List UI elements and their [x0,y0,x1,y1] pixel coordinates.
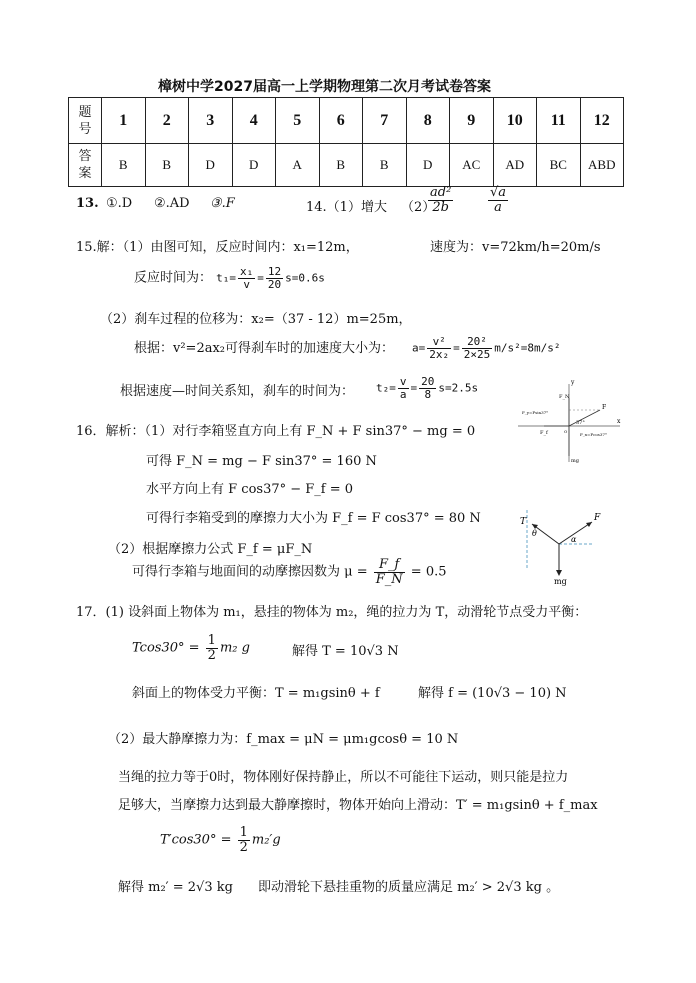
table-row-answers [69,144,624,187]
q14-part2-label: （2） [401,200,436,215]
answer-cell: B [319,144,363,187]
frac-numerator: v [399,375,407,388]
q16-line3: 水平方向上有 F cos37° − F_f = 0 [146,482,354,497]
eq-lhs: t₁= [216,271,237,285]
q15-displacement: （2）刹车过程的位移为：x₂=（37 - 12）m=25m， [100,312,412,327]
q15-accel-label: 根据：v²=2ax₂可得刹车时的加速度大小为： [134,341,395,356]
answer-cell: A [276,144,320,187]
frac-denominator: a [399,387,407,401]
q17-line8a: 解得 m₂′ = 2√3 kg [118,880,233,895]
frac-numerator: 20 [421,375,435,388]
frac-numerator: F_f [374,558,405,573]
tension-force-diagram [512,510,612,586]
diagram-label-f: F [602,404,607,411]
eq-rhs: s=2.5s [438,381,479,395]
header-question-number [69,98,102,144]
header-char: 号 [78,121,92,137]
eq-lhs: Tcos30° = [132,640,200,656]
answer-table [68,97,624,187]
diagram-label-x: x [617,418,621,425]
force-decomposition-diagram [514,376,624,466]
table-row-numbers [69,98,624,144]
question-number: 2 [145,98,189,144]
question-number: 1 [102,98,146,144]
frac-numerator: x₁ [240,265,254,278]
q17-eq2 [160,826,281,854]
q17-line6: 足够大，当摩擦力达到最大静摩擦时，物体开始向上滑动：T′ = m₁gsinθ + f_max [118,798,598,813]
frac-denominator: 2x₂ [429,347,450,361]
answer-cell: AC [450,144,494,187]
q15-reaction-time: 反应时间为： t₁= $\frac{\text{x₁}}{v}$ = $\frac{12}{20}$ s=0.6s [134,265,325,291]
q16-line4: 可得行李箱受到的摩擦力大小为 F_f = F cos37° = 80 N [146,511,481,526]
eq-rhs: s=0.6s [285,271,325,285]
eq-rhs: = 0.5 [410,564,447,580]
q15-speed: 速度为：v=72km/h=20m/s [430,240,601,255]
diagram-label-t: T [520,517,527,527]
diagram-label-f: F [594,513,601,523]
q16-line5: （2）根据摩擦力公式 F_f = μF_N [108,542,313,557]
q13-label: 13. [76,196,99,211]
answer-cell: D [189,144,233,187]
q14-part1: 14.（1）增大 [306,200,387,215]
answer-cell: D [232,144,276,187]
header-char: 案 [78,166,92,181]
q17-line4: （2）最大静摩擦力为：f_max = μN = μm₁gcosθ = 10 N [108,732,459,747]
frac-numerator: 20² [462,336,493,349]
diagram-label-angle: 37° [576,420,585,426]
question-number: 4 [232,98,276,144]
text: 可得行李箱与地面间的动摩擦因数为 μ = [132,564,368,580]
eq-lhs: t₂= [376,381,396,395]
q13-item-1: ①.D [106,196,133,211]
frac-numerator: 12 [267,265,282,278]
frac-denominator: 8 [424,387,432,401]
page-title: 樟树中学2027届高一上学期物理第二次月考试卷答案 [158,79,491,95]
header-char: 答 [78,149,92,164]
q17-line8b: 即动滑轮下悬挂重物的质量应满足 m₂′ > 2√3 kg 。 [258,880,560,895]
q15-line1: 15.解：（1）由图可知，反应时间内：x₁=12m， [76,240,359,255]
frac-denominator: 20 [267,277,282,291]
q14-fraction-1 [426,186,455,214]
question-number: 5 [276,98,320,144]
q17-eq1-solution: 解得 T = 10√3 N [292,644,399,659]
frac-numerator: ad² [430,185,452,200]
q17-line1: 17．(1) 设斜面上物体为 m₁，悬挂的物体为 m₂，绳的拉力为 T，动滑轮节点受力平衡： [76,605,588,620]
frac-denominator: v [243,277,250,291]
answer-cell: B [363,144,407,187]
q15-accel-eq: a= $\frac{\text{v²}}{\text{2x₂}}$ = $\frac{\text{20²}}{2\times 25}$ m/s²=8m/s² [412,335,561,361]
answer-cell: D [406,144,450,187]
question-number: 11 [537,98,581,144]
diagram-label-ff: F_f [540,430,548,436]
header-char: 题 [78,104,92,120]
q16-line2: 可得 F_N = mg − F sin37° = 160 N [146,454,377,469]
q15-brake-time-eq: t₂= $\frac{v}{a}$ = $\frac{20}{8}$ s=2.5s [376,375,479,401]
q16-line6 [132,558,447,586]
diagram-label-mg: mg [554,577,567,586]
header-answer [69,144,102,187]
diagram-label-fsin: F_y=Fsin37° [522,410,549,415]
answer-cell: BC [537,144,581,187]
diagram-label-theta: θ [532,529,537,538]
q17-line5: 当绳的拉力等于0时，物体刚好保持静止，所以不可能往下运动，则只能是拉力 [118,770,569,785]
answer-cell: B [102,144,146,187]
q17-line3a: 斜面上的物体受力平衡：T = m₁gsinθ + f [132,686,380,701]
question-number: 10 [493,98,537,144]
question-number: 6 [319,98,363,144]
q16-line1: 16．解析：（1）对行李箱竖直方向上有 F_N + F sin37° − mg = 0 [76,424,476,439]
diagram-label-mg: mg [571,458,579,464]
answer-cell: ABD [580,144,624,187]
frac-denominator: F_N [375,571,403,587]
question-number: 3 [189,98,233,144]
frac-numerator: √a [490,185,507,200]
frac-denominator: 2 [207,647,216,663]
diagram-label-fn: F_N [559,394,570,400]
answer-cell: AD [493,144,537,187]
question-number: 8 [406,98,450,144]
q15-brake-time-label: 根据速度—时间关系知，刹车的时间为： [120,384,355,399]
question-number: 7 [363,98,407,144]
diagram-label-origin: O [564,429,568,434]
frac-denominator: a [494,199,502,215]
frac-numerator: 1 [239,825,248,840]
eq-lhs: T′cos30° = [160,832,232,848]
eq-rhs: m/s²=8m/s² [494,341,561,355]
diagram-label-y: y [571,379,575,386]
q13-item-3: ③.F [210,196,235,211]
eq-lhs: a= [412,341,426,355]
answer-cell: B [145,144,189,187]
q17-eq1 [132,634,250,662]
q17-line3b: 解得 f = (10√3 − 10) N [418,686,567,701]
q14-fraction-2 [486,186,510,214]
frac-denominator: 2×25 [463,347,491,361]
eq-rhs: m₂′g [251,832,281,848]
q13-item-2: ②.AD [154,196,190,211]
question-number: 9 [450,98,494,144]
diagram-label-fcos: F_x=Fcos37° [580,432,607,437]
frac-numerator: 1 [207,633,216,648]
diagram-label-alpha: α [571,535,577,544]
label: 反应时间为： [134,270,213,286]
frac-numerator: v² [427,336,451,349]
eq-rhs: m₂ g [219,640,250,656]
frac-denominator: 2 [239,839,248,855]
question-number: 12 [580,98,624,144]
frac-denominator: 2b [432,199,449,215]
